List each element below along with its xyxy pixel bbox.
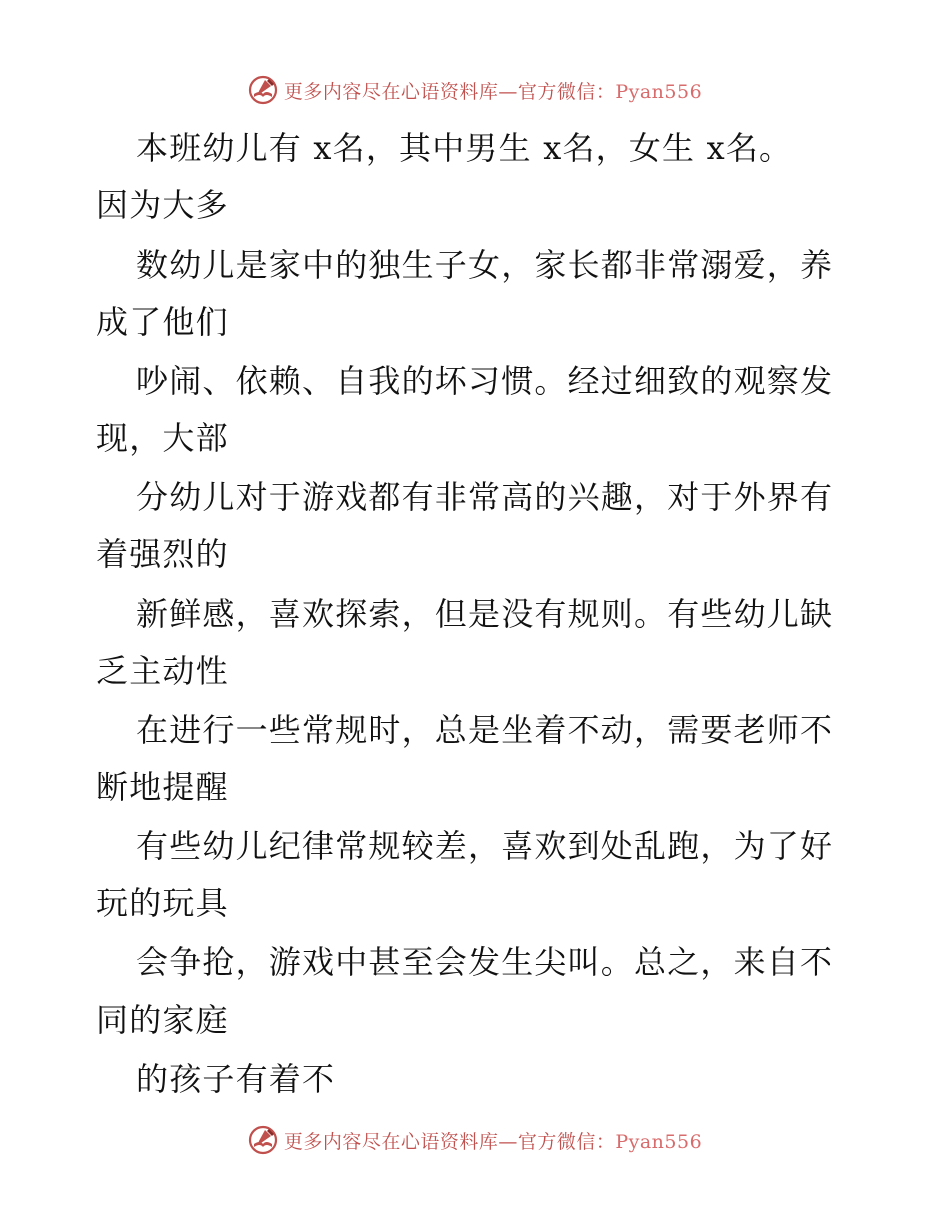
text-line: 断地提醒 (96, 768, 229, 806)
text-line: 吵闹、依赖、自我的坏习惯。经过细致的观察发 (136, 362, 834, 400)
text-line: 数幼儿是家中的独生子女，家长都非常溺爱，养 (136, 246, 834, 284)
wechat-id: Pyan556 (615, 1130, 703, 1153)
wechat-id: Pyan556 (615, 80, 703, 103)
header-banner-text: 更多内容尽在心语资料库—官方微信：Pyan556 (283, 80, 703, 103)
book-pen-logo-icon (248, 1125, 278, 1155)
text-line: 有些幼儿纪律常规较差，喜欢到处乱跑，为了好 (136, 827, 834, 865)
text-line: 本班幼儿有 x名，其中男生 x名，女生 x名。 (136, 129, 793, 167)
text-line: 因为大多 (96, 186, 229, 224)
text-line: 同的家庭 (96, 1001, 229, 1039)
text-line: 在进行一些常规时，总是坐着不动，需要老师不 (136, 711, 834, 749)
footer-banner-text: 更多内容尽在心语资料库—官方微信：Pyan556 (283, 1130, 703, 1153)
text-line: 会争抢，游戏中甚至会发生尖叫。总之，来自不 (136, 943, 834, 981)
text-line: 现，大部 (96, 419, 229, 457)
text-line: 玩的玩具 (96, 884, 229, 922)
text-line: 着强烈的 (96, 535, 229, 573)
text-line: 新鲜感，喜欢探索，但是没有规则。有些幼儿缺 (136, 595, 834, 633)
text-line: 的孩子有着不 (136, 1060, 336, 1098)
text-line: 分幼儿对于游戏都有非常高的兴趣，对于外界有 (136, 478, 834, 516)
text-line: 成了他们 (96, 303, 229, 341)
footer-banner (0, 1122, 950, 1158)
text-line: 乏主动性 (96, 652, 229, 690)
